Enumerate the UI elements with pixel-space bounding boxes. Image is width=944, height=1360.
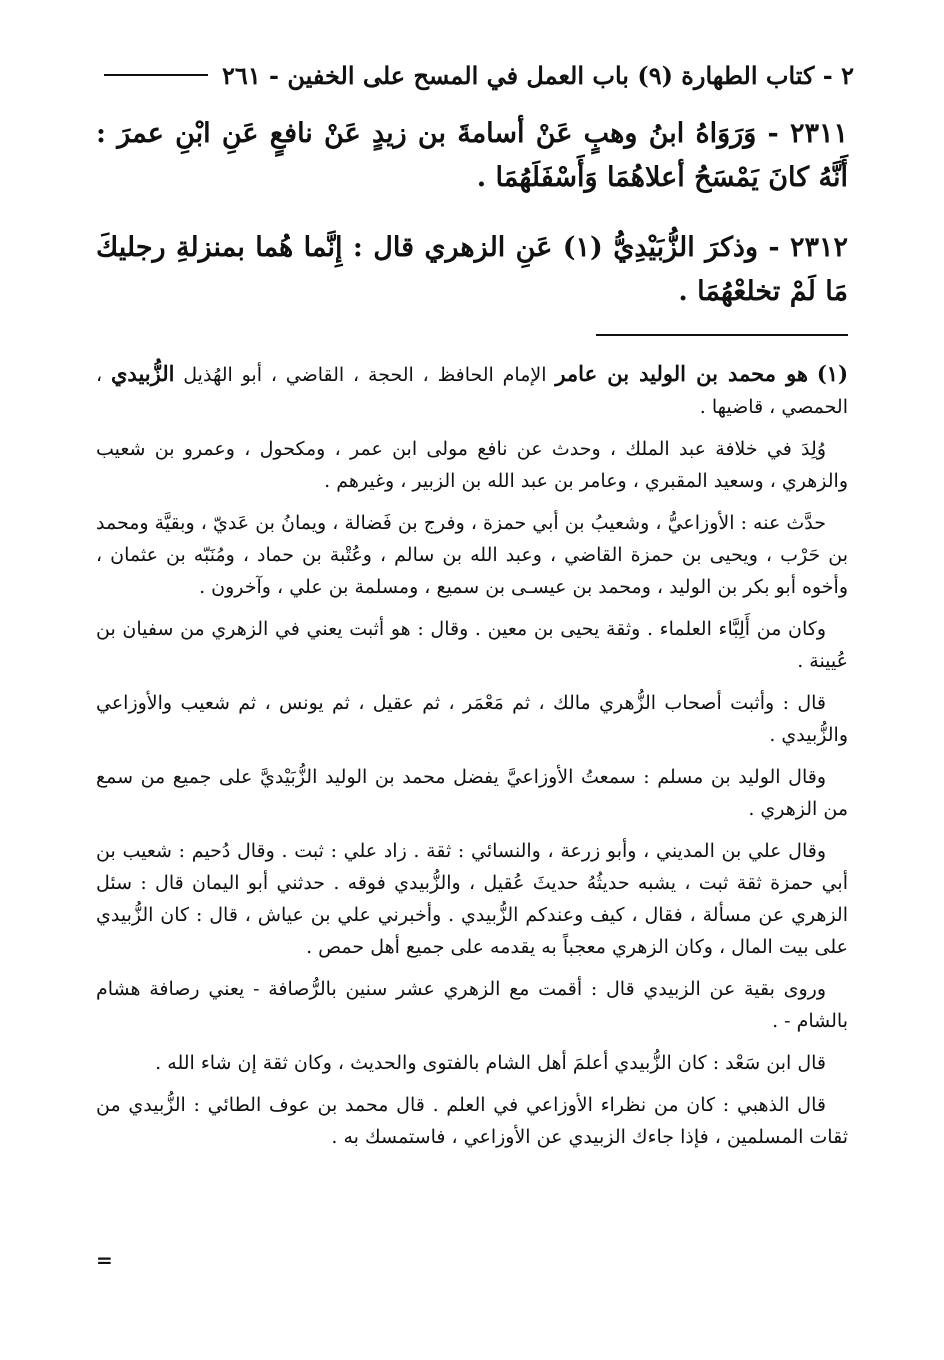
hadith-text: - وذكرَ الزُّبَيْدِيُّ (١) عَنِ الزهري قال : إِنَّما هُما بمنزلةِ رجليكَ مَا لَمْ تخلعْهُمَا .: [96, 232, 848, 307]
footnote-marker: (١): [816, 361, 849, 386]
footnote-paragraph: حدَّث عنه : الأوزاعيُّ ، وشعيبُ بن أبي حمزة ، وفرج بن فَضالة ، ويمانُ بن عَديّ ، وبقيَّة ومحمد بن حَرْب ، ويحيى بن حمزة القاضي ، وعبد الله بن سالم ، وعُتْبة بن حماد ، ومُنَبّه بن عثمان ، وأخوه أبو بكر بن الوليد ، ومحمد بن عيسـى بن سميع ، ومسلمة بن علي ، وآخرون .: [96, 512, 848, 598]
footnote-paragraph: وُلِدَ في خلافة عبد الملك ، وحدث عن نافع مولى ابن عمر ، ومكحول ، وعمرو بن شعيب والزهري ، وسعيد المقبري ، وعامر بن عبد الله بن الزبير ، وغيرهم .: [96, 438, 848, 492]
hadith-number: ٢٣١٢: [789, 232, 848, 263]
running-header: [104, 58, 854, 92]
hadith-2311: [96, 112, 848, 200]
footnote-subject-titles: الإمام الحافظ ، الحجة ، القاضي ، أبو الهُذيل: [183, 364, 547, 386]
footnote-paragraph: قال الذهبي : كان من نظراء الأوزاعي في العلم . قال محمد بن عوف الطائي : الزُّبيدي من ثقات المسلمين ، فإذا جاءك الزبيدي عن الأوزاعي ، فاستمسك به .: [96, 1094, 848, 1148]
footnote-paragraph: وروى بقية عن الزبيدي قال : أقمت مع الزهري عشر سنين بالرُّصافة - يعني رصافة هشام بالشام - .: [96, 978, 848, 1032]
footnote-paragraph: وكان من أَلِبَّاء العلماء . وثقة يحيى بن معين . وقال : هو أثبت يعني في الزهري من سفيان بن عُيينة .: [96, 618, 848, 672]
footnote-paragraph: قال : وأثبت أصحاب الزُّهري مالك ، ثم مَعْمَر ، ثم عقيل ، ثم يونس ، ثم شعيب والأوزاعي والزُّبيدي .: [96, 692, 848, 746]
hadith-number: ٢٣١١: [789, 118, 848, 149]
footnote-intro: [96, 358, 848, 423]
continuation-mark: =: [96, 1248, 113, 1272]
header-rule: [104, 74, 208, 76]
header-title: ٢ - كتاب الطهارة (٩) باب العمل في المسح على الخفين - ٢٦١: [222, 60, 854, 90]
footnote-subject-name: هو محمد بن الوليد بن عامر: [555, 361, 809, 386]
hadith-text: - وَرَوَاهُ ابنُ وهبٍ عَنْ أسامةَ بن زيدٍ عَنْ نافعٍ عَنِ ابْنِ عمرَ : أَنَّهُ كانَ يَمْسَحُ أعلاهُمَا وَأَسْفَلَهُمَا .: [96, 118, 848, 193]
footnote-subject-tail: ، الحمصي ، قاضيها .: [96, 364, 848, 418]
footnote-paragraph: وقال الوليد بن مسلم : سمعتُ الأوزاعيَّ يفضل محمد بن الوليد الزُّبَيْديَّ على جميع من سمع من الزهري .: [96, 766, 848, 820]
hadith-2312: [96, 226, 848, 314]
footnote-subject-nisba: الزُّبيدي: [110, 361, 175, 386]
footnote-separator: [596, 334, 848, 336]
footnotes: [96, 358, 848, 1163]
footnote-paragraph: قال ابن سَعْد : كان الزُّبيدي أعلمَ أهل الشام بالفتوى والحديث ، وكان ثقة إن شاء الله .: [155, 1052, 826, 1074]
footnote-paragraph: وقال علي بن المديني ، وأبو زرعة ، والنسائي : ثقة . زاد علي : ثبت . وقال دُحيم : شعيب بن أبي حمزة ثقة ثبت ، يشبه حديثُهُ حديثَ عُقيل ، والزُّبيدي فوقه . حدثني أبو اليمان قال : سئل الزهري عن مسألة ، فقال ، كيف وعندكم الزُّبيدي . وأخبرني علي بن عياش ، قال : كان الزُّبيدي على بيت المال ، وكان الزهري معجباً به يقدمه على جميع أهل حمص .: [96, 840, 848, 958]
